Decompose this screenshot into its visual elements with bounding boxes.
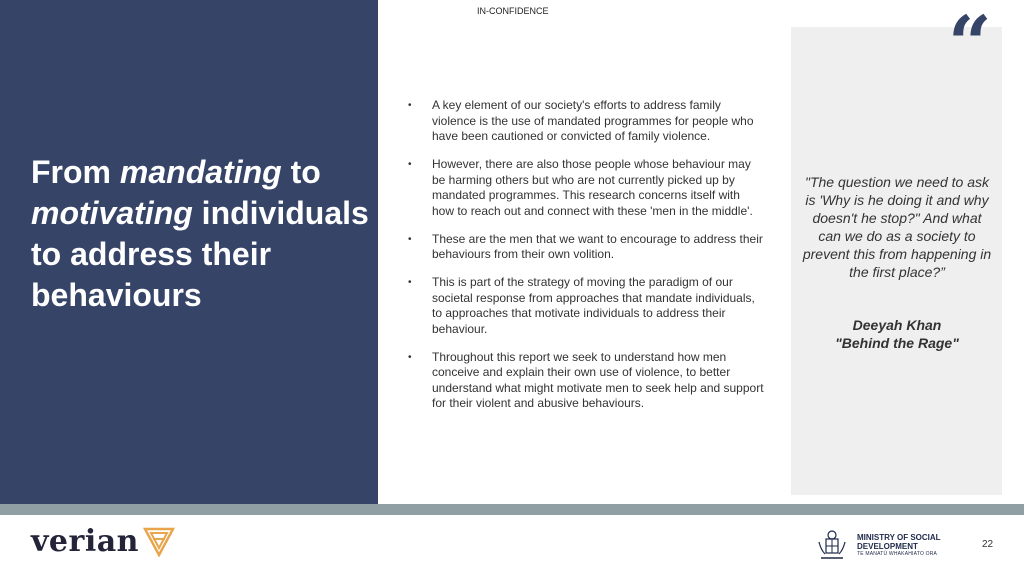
quote-author: Deeyah Khan bbox=[852, 317, 942, 333]
bullet-text: However, there are also those people whose behaviour may be harming others but who are not currently picked up by mandated programmes. This research concerns itself with how to reach out and connect with these 'men in the middle'. bbox=[432, 157, 753, 218]
bullet-dot: • bbox=[408, 159, 412, 170]
page-number: 22 bbox=[982, 539, 994, 550]
quote-mark-icon: “ bbox=[948, 0, 992, 88]
msd-name-line-2: DEVELOPMENT bbox=[857, 541, 918, 551]
title-emphasis-motivating: motivating bbox=[31, 195, 193, 231]
msd-maori-name: TE MANATŪ WHAKAHIATO ORA bbox=[857, 550, 938, 557]
bullet-text: Throughout this report we seek to understand how men conceive and explain their own use of violence, to better understand what might motivate men to seek help and support for their violent and abusive behaviours. bbox=[432, 349, 764, 410]
bullet-text: This is part of the strategy of moving the paradigm of our societal response from approaches that mandate individuals, to approaches that motivate individuals to address their behaviour. bbox=[432, 275, 755, 336]
verian-wordmark: verian bbox=[31, 524, 139, 559]
bullet-dot: • bbox=[408, 277, 412, 288]
quote-text: "The question we need to ask is 'Why is he doing it and why doesn't he stop?" And what can we do as a society to prevent this from happening in the first place?” bbox=[802, 174, 992, 280]
bullet-text: A key element of our society's efforts to address family violence is the use of mandated programmes for people who have been cautioned or convicted of family violence. bbox=[432, 98, 754, 143]
verian-logo bbox=[31, 524, 175, 560]
title-part-3: individuals to address their behaviours bbox=[31, 195, 369, 313]
msd-wordmark bbox=[857, 533, 941, 558]
bullet-dot: • bbox=[408, 351, 412, 363]
title-part-2: to bbox=[281, 154, 321, 190]
bullet-text: These are the men that we want to encourage to address their behaviours from their own volition. bbox=[432, 231, 763, 261]
msd-logo bbox=[815, 528, 941, 562]
bullet-item bbox=[405, 98, 765, 145]
quote-attribution bbox=[801, 316, 993, 352]
page-title bbox=[31, 152, 371, 316]
title-part-1: From bbox=[31, 154, 120, 190]
bullet-item bbox=[405, 157, 765, 219]
quote-source: "Behind the Rage" bbox=[835, 335, 959, 351]
bullet-item bbox=[405, 232, 765, 263]
nz-coat-of-arms-icon bbox=[815, 528, 849, 562]
bullet-item bbox=[405, 275, 765, 337]
title-emphasis-mandating: mandating bbox=[119, 154, 282, 190]
bullet-dot: • bbox=[408, 100, 412, 111]
bullet-item bbox=[405, 350, 765, 412]
footer-divider-bar bbox=[0, 504, 1024, 515]
bullet-list bbox=[405, 98, 765, 424]
bullet-dot: • bbox=[408, 233, 412, 245]
msd-name-line-1: MINISTRY OF SOCIAL bbox=[857, 532, 941, 542]
classification-label: IN-CONFIDENCE bbox=[477, 6, 549, 16]
verian-mark-icon bbox=[143, 527, 175, 557]
